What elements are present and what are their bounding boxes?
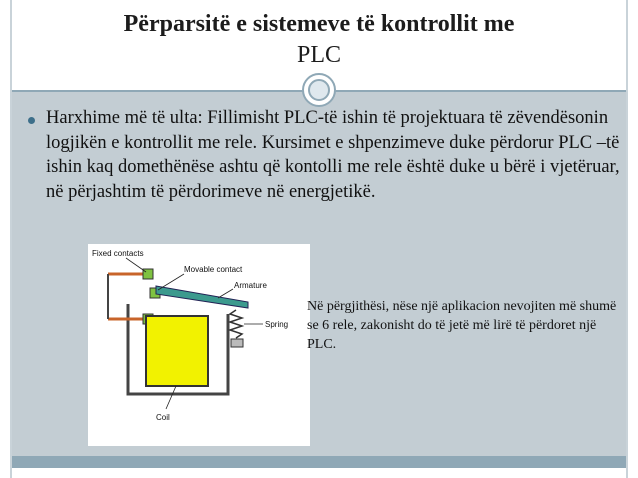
relay-diagram-svg: [88, 244, 310, 446]
coil: [146, 316, 208, 386]
leader-fixed-contacts: [126, 258, 146, 272]
title-ornament-inner: [308, 79, 330, 101]
label-armature: Armature: [234, 281, 267, 290]
label-coil: Coil: [156, 413, 170, 422]
slide-title: Përparsitë e sistemeve të kontrollit me: [123, 11, 515, 37]
bottom-band: [12, 456, 626, 468]
frame-right-border: [626, 0, 628, 478]
leader-coil: [166, 386, 176, 409]
label-spring: Spring: [265, 320, 289, 329]
note-text: Në përgjithësi, nëse një aplikacion nevojiten më shumë se 6 rele, zakonisht do të jetë më lirë të përdoret një PLC.: [307, 299, 617, 352]
relay-diagram: [88, 244, 310, 446]
bullet-icon: [28, 117, 35, 124]
bullet-text: Harxhime më të ulta: Fillimisht PLC-të ishin të projektuara të zëvendësonin logjikën e kontrollit me rele. Kursimet e shpenzimeve duke përdorur PLC –të ishin kaq domethënëse ashtu që kontolli me rele është duke u bërë i vjetëruar, në përjashtim të përdorimeve në energjetikë.: [46, 108, 620, 202]
leader-movable-contact: [158, 274, 184, 290]
leader-armature: [218, 289, 233, 298]
spring-anchor: [231, 339, 243, 347]
slide-title-subline: PLC: [296, 42, 341, 68]
content-panel: [12, 92, 626, 456]
title-ornament-icon: [302, 73, 336, 107]
label-movable-contact: Movable contact: [184, 265, 243, 274]
spring: [230, 310, 242, 338]
label-fixed-contacts: Fixed contacts: [92, 249, 144, 258]
